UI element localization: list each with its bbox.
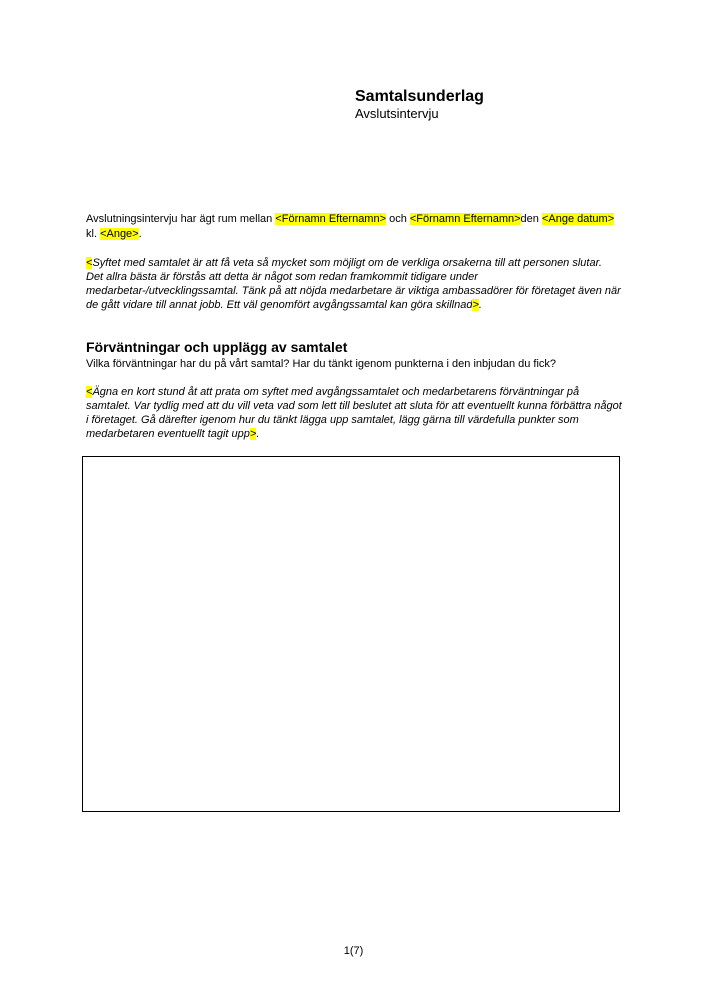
intro-text-1: Avslutningsintervju har ägt rum mellan bbox=[86, 213, 276, 225]
page-number: 1(7) bbox=[343, 945, 364, 957]
document-subtitle: Avslutsintervju bbox=[355, 106, 439, 121]
guidance-open-bracket: < bbox=[86, 386, 93, 398]
guidance-end: . bbox=[256, 428, 260, 440]
question-expectations: Vilka förväntningar har du på vårt samtal? Har du tänkt igenom punkterna i den inbjudan du fick? bbox=[86, 358, 557, 370]
section-heading-expectations: Förväntningar och upplägg av samtalet bbox=[86, 339, 348, 355]
guidance-end: . bbox=[478, 299, 482, 311]
guidance-paragraph-expectations bbox=[86, 385, 622, 441]
intro-text-5: . bbox=[138, 228, 142, 240]
guidance-close-bracket: > bbox=[472, 299, 479, 311]
answer-box-expectations[interactable] bbox=[82, 456, 620, 812]
guidance-close-bracket: > bbox=[249, 428, 257, 440]
intro-text-3: den bbox=[520, 213, 542, 225]
placeholder-first-name-last-name-2[interactable]: <Förnamn Efternamn> bbox=[409, 213, 521, 225]
guidance-paragraph-purpose bbox=[86, 256, 622, 312]
placeholder-time[interactable]: <Ange> bbox=[100, 228, 139, 240]
intro-text-2: och bbox=[386, 213, 410, 225]
guidance-text-purpose: Syftet med samtalet är att få veta så mycket som möjligt om de verkliga orsakerna till att personen slutar. Det allra bästa är förstås att detta är något som redan framkommit tidigare under medarbetar-/utvecklingssamtal. Tänk på att nöjda medarbetare är viktiga ambassadörer för företaget även när de gått vidare till annat jobb. Ett väl genomfört avgångssamtal kan göra skillnad bbox=[86, 257, 621, 311]
guidance-open-bracket: < bbox=[86, 257, 93, 269]
document-title: Samtalsunderlag bbox=[355, 88, 484, 105]
intro-paragraph bbox=[86, 212, 622, 242]
placeholder-first-name-last-name-1[interactable]: <Förnamn Efternamn> bbox=[275, 213, 387, 225]
title-block bbox=[355, 87, 484, 122]
guidance-text-expectations: Ägna en kort stund åt att prata om syftet med avgångssamtalet och medarbetarens förväntningar på samtalet. Var tydlig med att du vill veta vad som lett till beslutet att sluta för att eventuellt kunna förbättra något i företaget. Gå därefter igenom hur du tänkt lägga upp samtalet, lägg gärna till värdefulla punkter som medarbetaren eventuellt tagit upp bbox=[86, 386, 622, 440]
placeholder-date[interactable]: <Ange datum> bbox=[541, 213, 615, 225]
intro-text-4: kl. bbox=[86, 228, 101, 240]
